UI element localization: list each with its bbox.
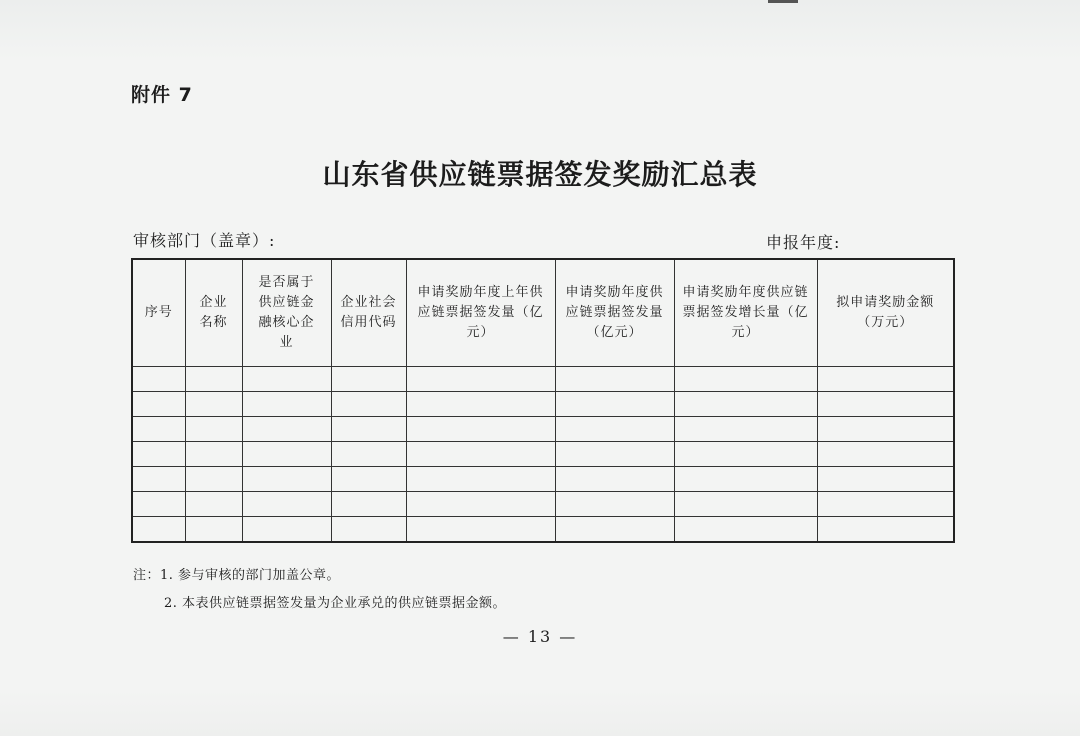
page-number: — 13 — <box>502 627 578 646</box>
summary-table <box>131 258 955 543</box>
table-row <box>132 367 954 392</box>
top-edge-mark <box>768 0 798 3</box>
table-row <box>132 392 954 417</box>
table-header-row <box>132 259 954 367</box>
header-reward-amount: 拟申请奖励金额（万元） <box>817 259 954 367</box>
header-growth-volume: 申请奖励年度供应链票据签发增长量（亿元） <box>674 259 817 367</box>
header-index: 序号 <box>132 259 185 367</box>
report-year-label: 申报年度: <box>766 233 841 252</box>
header-credit-code: 企业社会信用代码 <box>331 259 406 367</box>
annex-label: 附件 7 <box>131 84 193 106</box>
header-prev-year-volume: 申请奖励年度上年供应链票据签发量（亿元） <box>406 259 555 367</box>
table-row <box>132 417 954 442</box>
review-dept-label: 审核部门（盖章）: <box>133 231 276 250</box>
table-row <box>132 467 954 492</box>
table-row <box>132 492 954 517</box>
page-title: 山东省供应链票据签发奖励汇总表 <box>322 158 758 191</box>
header-company-name: 企业名称 <box>185 259 242 367</box>
header-core-enterprise: 是否属于供应链金融核心企业 <box>242 259 331 367</box>
table-row <box>132 442 954 467</box>
header-year-volume: 申请奖励年度供应链票据签发量（亿元） <box>555 259 674 367</box>
note-2: 2. 本表供应链票据签发量为企业承兑的供应链票据金额。 <box>164 596 507 611</box>
note-1: 注：1. 参与审核的部门加盖公章。 <box>133 568 341 583</box>
table-row <box>132 517 954 543</box>
